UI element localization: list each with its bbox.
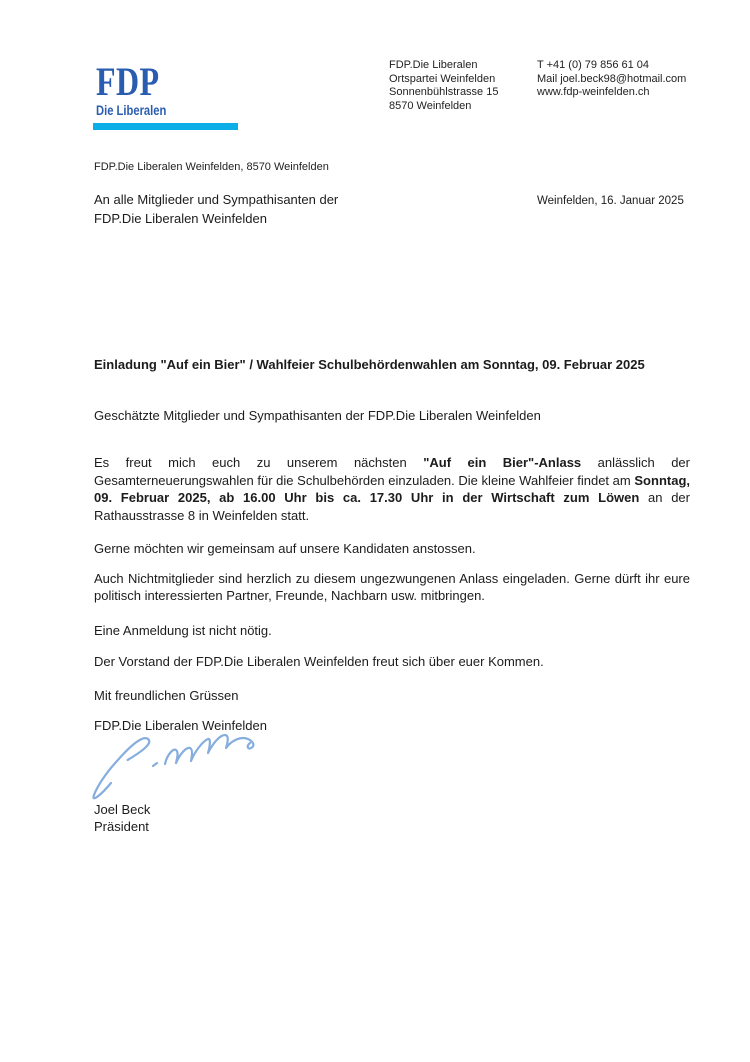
subject-line: Einladung "Auf ein Bier" / Wahlfeier Schulbehördenwahlen am Sonntag, 09. Februar 2025 [94, 357, 645, 372]
fdp-logo-bar [93, 123, 238, 130]
event-run-4-bold: Sonntag, 09. Februar 2025, ab 16.00 Uhr bis ca. 17.30 Uhr in der Wirtschaft zum Löwen [94, 472, 690, 505]
contact-phone: T +41 (0) 79 856 61 04 [537, 59, 650, 71]
sender-line: FDP.Die Liberalen Weinfelden, 8570 Weinfelden [94, 161, 329, 173]
paragraph-event-details [94, 454, 690, 524]
event-run-1: Es freut mich euch zu unserem nächsten [94, 455, 424, 470]
event-run-2-bold: "Auf ein Bier"-Anlass [423, 455, 582, 470]
header-org-address [389, 59, 498, 113]
event-run-5: an der Rathausstrasse 8 in Weinfelden statt. [94, 490, 690, 523]
fdp-logo-tagline: Die Liberalen [96, 102, 167, 118]
org-name: FDP.Die Liberalen Weinfelden [94, 718, 267, 733]
recipient-line-1: An alle Mitglieder und Sympathisanten der [94, 192, 339, 207]
recipient-block [94, 191, 338, 228]
paragraph-toast: Gerne möchten wir gemeinsam auf unsere Kandidaten anstossen. [94, 541, 476, 556]
salutation: Geschätzte Mitglieder und Sympathisanten der FDP.Die Liberalen Weinfelden [94, 407, 541, 423]
org-line-3: Sonnenbühlstrasse 15 [389, 86, 499, 98]
org-line-1: FDP.Die Liberalen [389, 59, 478, 71]
org-line-2: Ortspartei Weinfelden [389, 72, 496, 85]
contact-email: Mail joel.beck98@hotmail.com [537, 72, 687, 85]
fdp-logo [93, 59, 238, 130]
fdp-logo-wordmark: FDP [96, 59, 160, 104]
paragraph-registration: Eine Anmeldung ist nicht nötig. [94, 622, 272, 638]
contact-website: www.fdp-weinfelden.ch [537, 86, 650, 98]
recipient-line-2: FDP.Die Liberalen Weinfelden [94, 210, 267, 226]
paragraph-board: Der Vorstand der FDP.Die Liberalen Weinfelden freut sich über euer Kommen. [94, 654, 544, 669]
header-contact [537, 59, 686, 100]
event-run-3: anlässlich der Gesamterneuerungswahlen für die Schulbehörden einzuladen. Die kleine Wahlfeier findet am [94, 455, 690, 488]
signer-name: Joel Beck [94, 801, 151, 817]
fdp-logo-text [96, 59, 210, 118]
letter-body [94, 356, 690, 836]
dateline: Weinfelden, 16. Januar 2025 [537, 195, 684, 207]
org-line-4: 8570 Weinfelden [389, 99, 472, 112]
paragraph-guests: Auch Nichtmitglieder sind herzlich zu diesem ungezwungenen Anlass eingeladen. Gerne dürft ihr eure politisch interessierten Partner, Freunde, Nachbarn usw. mitbringen. [94, 570, 690, 603]
signature-scribble [87, 729, 257, 801]
signer-title: Präsident [94, 819, 149, 834]
closing-salutation: Mit freundlichen Grüssen [94, 687, 239, 703]
